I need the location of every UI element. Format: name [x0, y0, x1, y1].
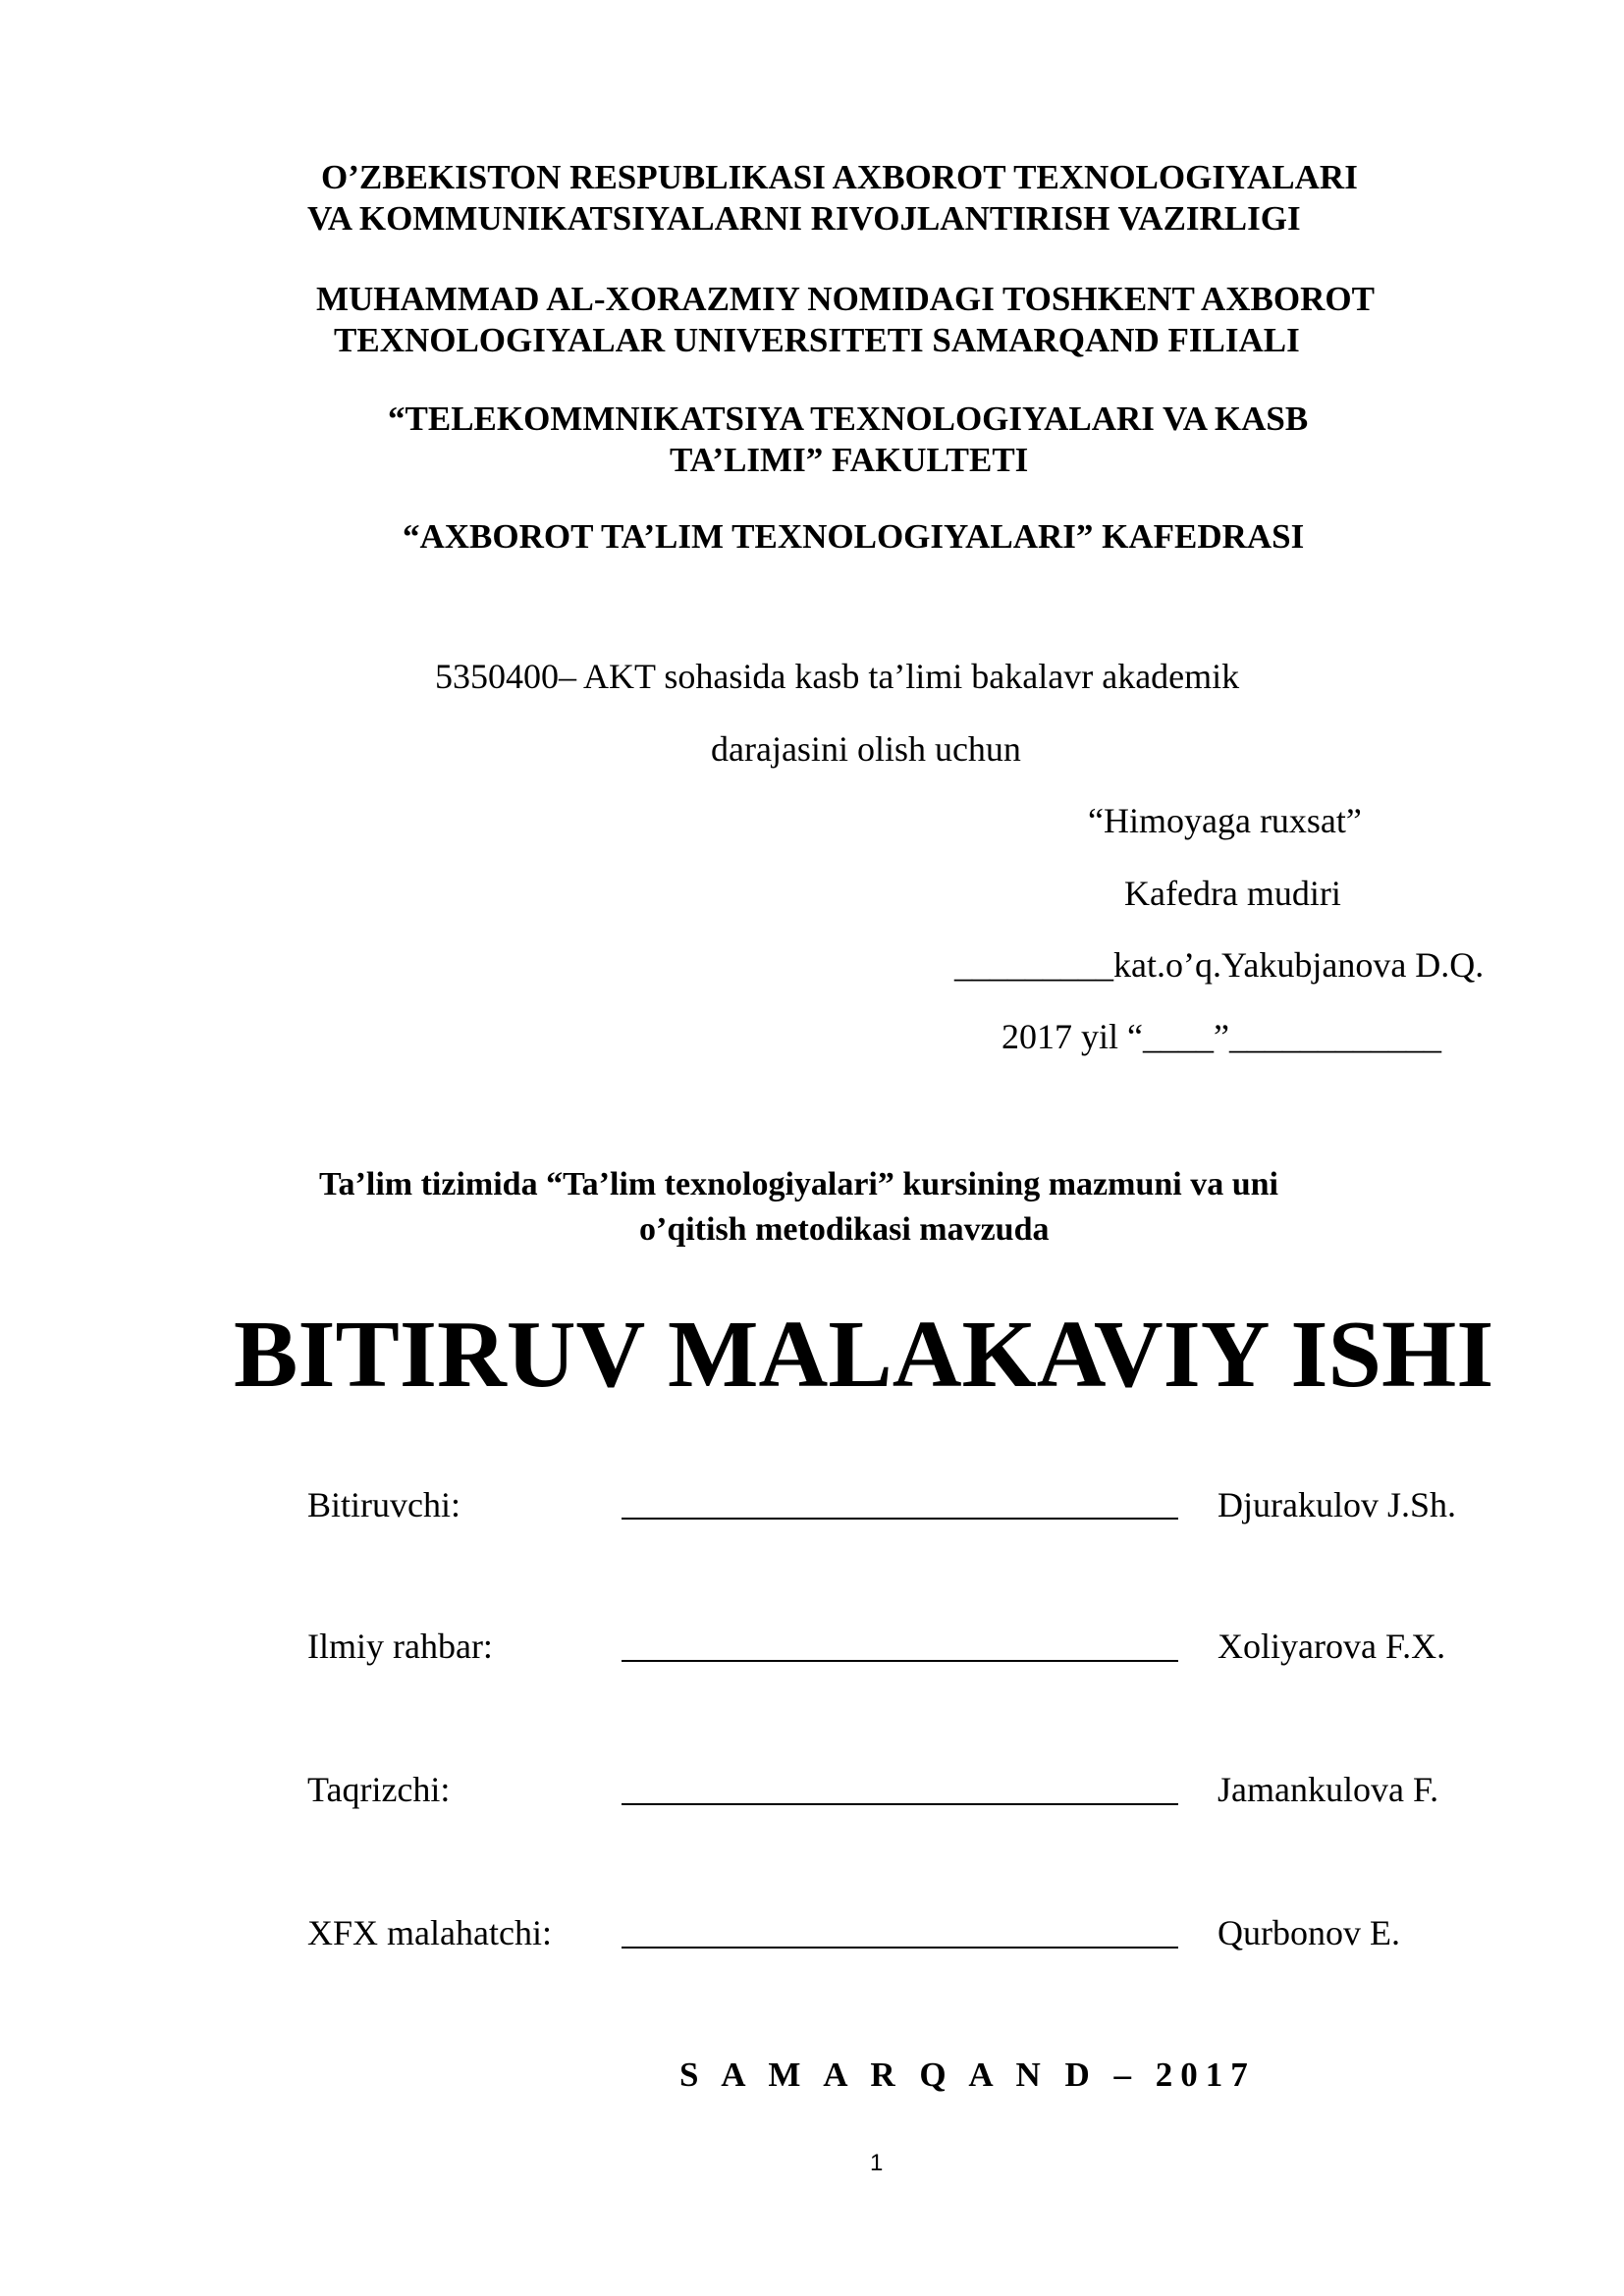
- signatory-name-graduate: Djurakulov J.Sh.: [1218, 1485, 1456, 1524]
- faculty-heading-line-1: “TELEKOMMNIKATSIYA TEXNOLOGIYALARI VA KASB: [388, 400, 1309, 438]
- signature-line-consultant: [622, 1947, 1178, 1949]
- degree-line-2: darajasini olish uchun: [711, 729, 1021, 769]
- degree-line-1: 5350400– AKT sohasida kasb ta’limi bakalavr akademik: [435, 657, 1240, 696]
- signatory-role-reviewer: Taqrizchi:: [307, 1770, 451, 1809]
- signature-line-reviewer: [622, 1803, 1178, 1805]
- signatory-name-consultant: Qurbonov E.: [1218, 1913, 1400, 1952]
- signature-line-supervisor: [622, 1660, 1178, 1662]
- approval-signature: _________kat.o’q.Yakubjanova D.Q.: [954, 945, 1485, 985]
- university-heading-line-1: MUHAMMAD AL-XORAZMIY NOMIDAGI TOSHKENT AXBOROT: [316, 280, 1375, 318]
- signatory-role-graduate: Bitiruvchi:: [307, 1485, 460, 1524]
- city-year: S A M A R Q A N D – 2017: [679, 2056, 1256, 2094]
- page-number: 1: [870, 2150, 884, 2176]
- department-heading-line: “AXBOROT TA’LIM TEXNOLOGIYALARI” KAFEDRASI: [403, 517, 1305, 556]
- approval-date: 2017 yil “____”____________: [1001, 1017, 1441, 1056]
- signatory-role-supervisor: Ilmiy rahbar:: [307, 1627, 493, 1666]
- faculty-heading-line-2: TA’LIMI” FAKULTETI: [670, 441, 1029, 479]
- ministry-heading-line-2: VA KOMMUNIKATSIYALARNI RIVOJLANTIRISH VAZIRLIGI: [307, 199, 1301, 238]
- ministry-heading-line-1: O’ZBEKISTON RESPUBLIKASI AXBOROT TEXNOLOGIYALARI: [321, 158, 1358, 196]
- signature-line-graduate: [622, 1518, 1178, 1520]
- approval-position: Kafedra mudiri: [1124, 874, 1341, 913]
- thesis-topic-line-2: o’qitish metodikasi mavzuda: [639, 1211, 1050, 1248]
- document-title: BITIRUV MALAKAVIY ISHI: [234, 1302, 1494, 1408]
- signatory-name-reviewer: Jamankulova F.: [1218, 1770, 1439, 1809]
- thesis-topic-line-1: Ta’lim tizimida “Ta’lim texnologiyalari” kursining mazmuni va uni: [319, 1166, 1278, 1202]
- university-heading-line-2: TEXNOLOGIYALAR UNIVERSITETI SAMARQAND FILIALI: [334, 321, 1300, 359]
- signatory-name-supervisor: Xoliyarova F.X.: [1218, 1627, 1446, 1666]
- approval-title: “Himoyaga ruxsat”: [1088, 801, 1362, 840]
- signatory-role-consultant: XFX malahatchi:: [307, 1913, 552, 1952]
